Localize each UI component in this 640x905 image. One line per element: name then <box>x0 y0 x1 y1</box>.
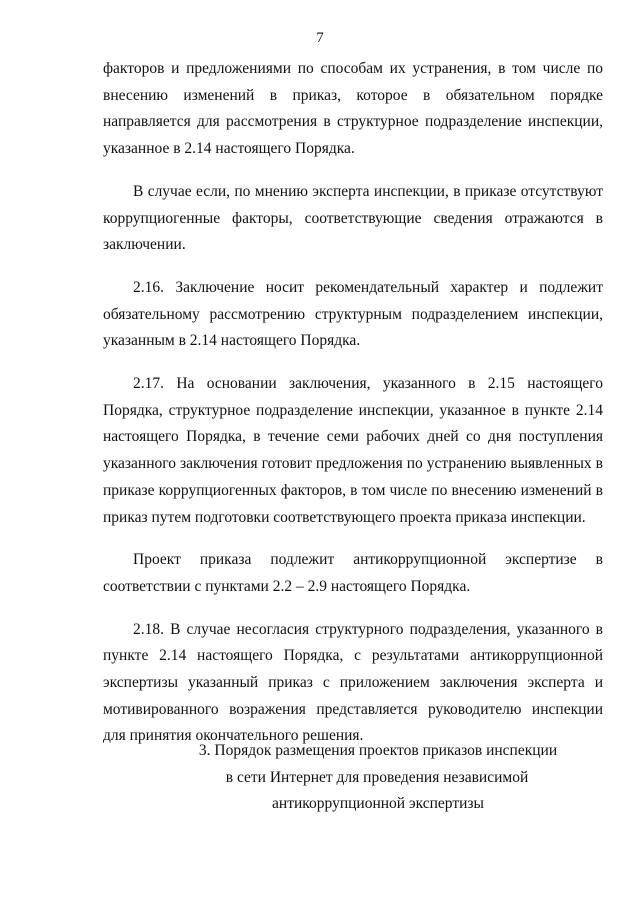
paragraph-2-18: 2.18. В случае несогласия структурного подразделения, указанного в пункте 2.14 настоящего Порядка, с результатами антикоррупционной экспертизы указанный приказ с приложением заключения эксперта и мотивированного возражения представляется руководителю инспекции для принятия окончательного решения. <box>103 620 603 745</box>
section-heading <box>103 738 603 818</box>
section-heading-line-2: в сети Интернет для проведения независимой <box>225 768 529 786</box>
paragraph-continuation: факторов и предложениями по способам их устранения, в том числе по внесению изменений в приказ, которое в обязательном порядке направляется для рассмотрения в структурное подразделение инспекции, указанное в 2.14 настоящего Порядка. <box>103 60 603 158</box>
document-body <box>103 56 603 750</box>
paragraph-2-16: 2.16. Заключение носит рекомендательный характер и подлежит обязательному рассмотрению структурным подразделением инспекции, указанным в 2.14 настоящего Порядка. <box>103 278 603 350</box>
section-heading-line-3: антикоррупционной экспертизы <box>272 795 484 813</box>
paragraph-draft-order-expertise: Проект приказа подлежит антикоррупционной экспертизе в соответствии с пунктами 2.2 – 2.9 настоящего Порядка. <box>103 551 603 595</box>
section-heading-line-1: 3. Порядок размещения проектов приказов инспекции <box>198 742 558 759</box>
page-number: 7 <box>316 30 324 46</box>
paragraph-2-17: 2.17. На основании заключения, указанного в 2.15 настоящего Порядка, структурное подразделение инспекции, указанное в пункте 2.14 настоящего Порядка, в течение семи рабочих дней со дня поступления указанного заключения готовит предложения по устранению выявленных в приказе коррупциогенных факторов, в том числе по внесению изменений в приказ путем подготовки соответствующего проекта приказа инспекции. <box>103 375 603 526</box>
paragraph-no-corruption-factors: В случае если, по мнению эксперта инспекции, в приказе отсутствуют коррупциогенные факторы, соответствующие сведения отражаются в заключении. <box>103 182 603 254</box>
